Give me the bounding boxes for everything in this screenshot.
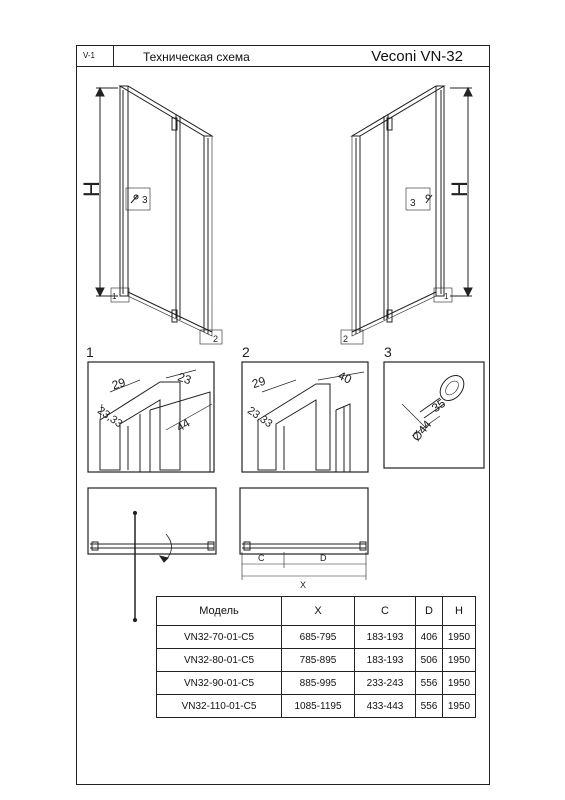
cell-model: VN32-70-01-C5	[157, 626, 282, 649]
specification-table	[156, 596, 476, 718]
detail-1-dim-23: 23	[175, 369, 193, 388]
detail-2-dim-40: 40	[335, 368, 354, 387]
cell-x: 1085-1195	[282, 695, 355, 718]
cell-x: 885-995	[282, 672, 355, 695]
detail-1-dim-23-33: 23,33	[95, 404, 125, 431]
detail-1-dim-44: 44	[173, 415, 193, 435]
col-header-model: Модель	[157, 597, 282, 626]
cell-c: 183-193	[355, 626, 416, 649]
detail-3-knob	[384, 362, 484, 468]
right-door-elevation	[341, 86, 472, 344]
cell-x: 685-795	[282, 626, 355, 649]
col-header-c: C	[355, 597, 416, 626]
cell-model: VN32-110-01-C5	[157, 695, 282, 718]
detail-2-dim-23-33: 23,33	[245, 404, 275, 431]
left-callout-2: 2	[213, 334, 219, 344]
detail-2-number: 2	[242, 344, 250, 360]
detail-1-dim-29: 29	[110, 375, 128, 393]
cell-d: 506	[416, 649, 443, 672]
table-row	[157, 695, 476, 718]
cell-d: 556	[416, 695, 443, 718]
cell-model: VN32-80-01-C5	[157, 649, 282, 672]
cell-h: 1950	[443, 626, 476, 649]
detail-1-profile	[88, 362, 214, 472]
sheet-title: Техническая схема	[143, 50, 250, 64]
detail-3-dim-35: 35	[429, 396, 449, 416]
plan-view-dimensions	[240, 488, 368, 590]
left-height-label: H	[79, 181, 104, 197]
detail-3-number: 3	[384, 344, 392, 360]
left-door-elevation	[79, 86, 222, 344]
col-header-d: D	[416, 597, 443, 626]
cell-x: 785-895	[282, 649, 355, 672]
cell-d: 556	[416, 672, 443, 695]
cell-model: VN32-90-01-C5	[157, 672, 282, 695]
cell-c: 183-193	[355, 649, 416, 672]
plan-dim-d: D	[320, 553, 327, 563]
plan-dim-c: C	[258, 553, 265, 563]
right-callout-1: 1	[444, 292, 449, 301]
cell-h: 1950	[443, 672, 476, 695]
cell-d: 406	[416, 626, 443, 649]
cell-c: 233-243	[355, 672, 416, 695]
table-row	[157, 672, 476, 695]
table-header-row	[157, 597, 476, 626]
sheet-code: V-1	[83, 51, 96, 60]
left-callout-1: 1	[112, 292, 117, 301]
detail-2-dim-29: 29	[250, 373, 268, 392]
model-name: Veconi VN-32	[371, 48, 463, 65]
cell-h: 1950	[443, 695, 476, 718]
cell-h: 1950	[443, 649, 476, 672]
cell-c: 433-443	[355, 695, 416, 718]
right-height-label: H	[447, 181, 472, 197]
table-row	[157, 649, 476, 672]
right-callout-3: 3	[410, 198, 416, 209]
detail-3-dim-diameter: Ø44	[409, 417, 435, 444]
right-callout-2: 2	[343, 334, 349, 344]
detail-2-profile	[242, 362, 368, 472]
table-row	[157, 626, 476, 649]
col-header-h: H	[443, 597, 476, 626]
left-callout-3: 3	[142, 195, 148, 206]
col-header-x: X	[282, 597, 355, 626]
detail-1-number: 1	[86, 344, 94, 360]
plan-dim-x: X	[300, 580, 307, 590]
